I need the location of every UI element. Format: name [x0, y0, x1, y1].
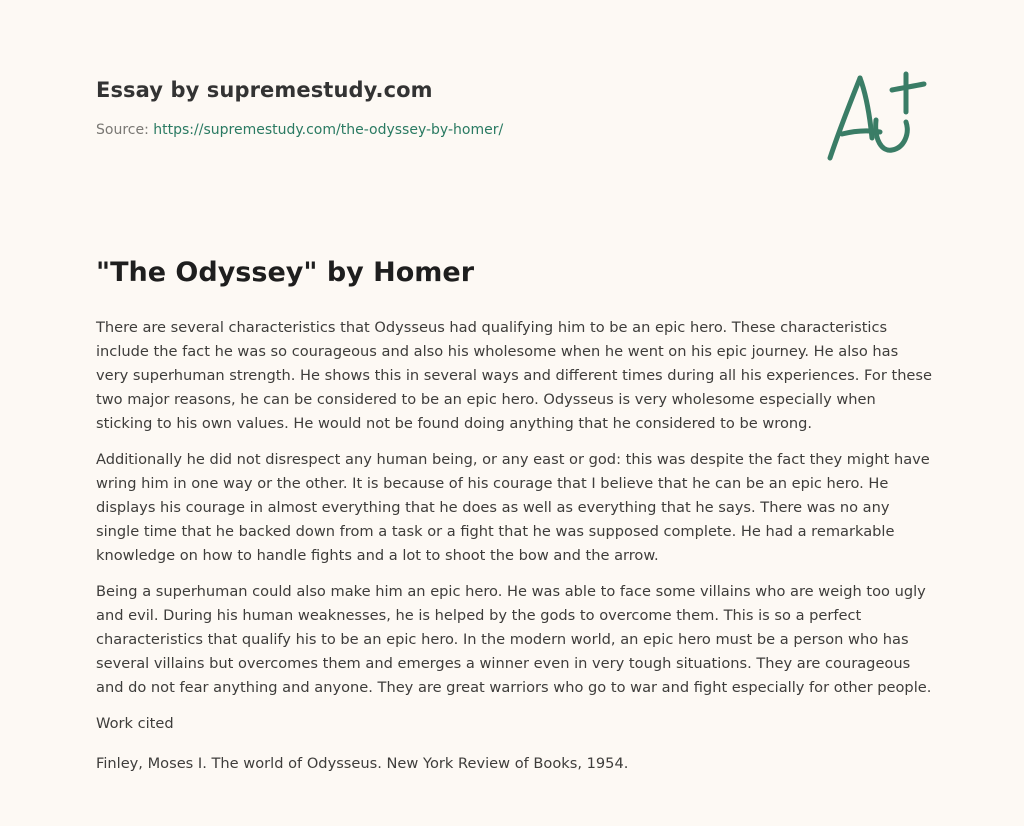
citation: Finley, Moses I. The world of Odysseus. New York Review of Books, 1954.	[96, 755, 629, 772]
page-title: "The Odyssey" by Homer	[96, 257, 475, 288]
essay-paragraph: Additionally he did not disrespect any human being, or any east or god: this was despite the fact they might have wring him in one way or the other. It is because of his courage that I believe that he can be an epic hero. He displays his courage in almost everything that he does as well as everything that he says. There was no any single time that he backed down from a task or a fight that he was supposed complete. He had a remarkable knowledge on how to handle fights and a lot to shoot the bow and the arrow.	[96, 451, 930, 564]
site-title: Essay by supremestudy.com	[96, 78, 433, 102]
essay-paragraph: There are several characteristics that Odysseus had qualifying him to be an epic hero. These characteristics include the fact he was so courageous and also his wholesome when he went on his epic journey. He also has very superhuman strength. He shows this in several ways and different times during all his experiences. For these two major reasons, he can be considered to be an epic hero. Odysseus is very wholesome especially when sticking to his own values. He would not be found doing anything that he considered to be wrong.	[96, 319, 932, 432]
essay-paragraph: Being a superhuman could also make him an epic hero. He was able to face some villains who are weigh too ugly and evil. During his human weaknesses, he is helped by the gods to overcome them. This is so a perfect characteristics that qualify his to be an epic hero. In the modern world, an epic hero must be a person who has several villains but overcomes them and emerges a winner even in very tough situations. They are courageous and do not fear anything and anyone. They are great warriors who go to war and fight especially for other people.	[96, 583, 932, 696]
a-plus-grade-icon	[820, 66, 930, 166]
source-line	[96, 120, 796, 140]
essay-header	[96, 76, 796, 140]
works-cited-heading: Work cited	[96, 715, 174, 732]
source-link[interactable]: https://supremestudy.com/the-odyssey-by-homer/	[153, 122, 504, 138]
essay-body	[96, 316, 932, 788]
source-label: Source:	[96, 122, 154, 138]
